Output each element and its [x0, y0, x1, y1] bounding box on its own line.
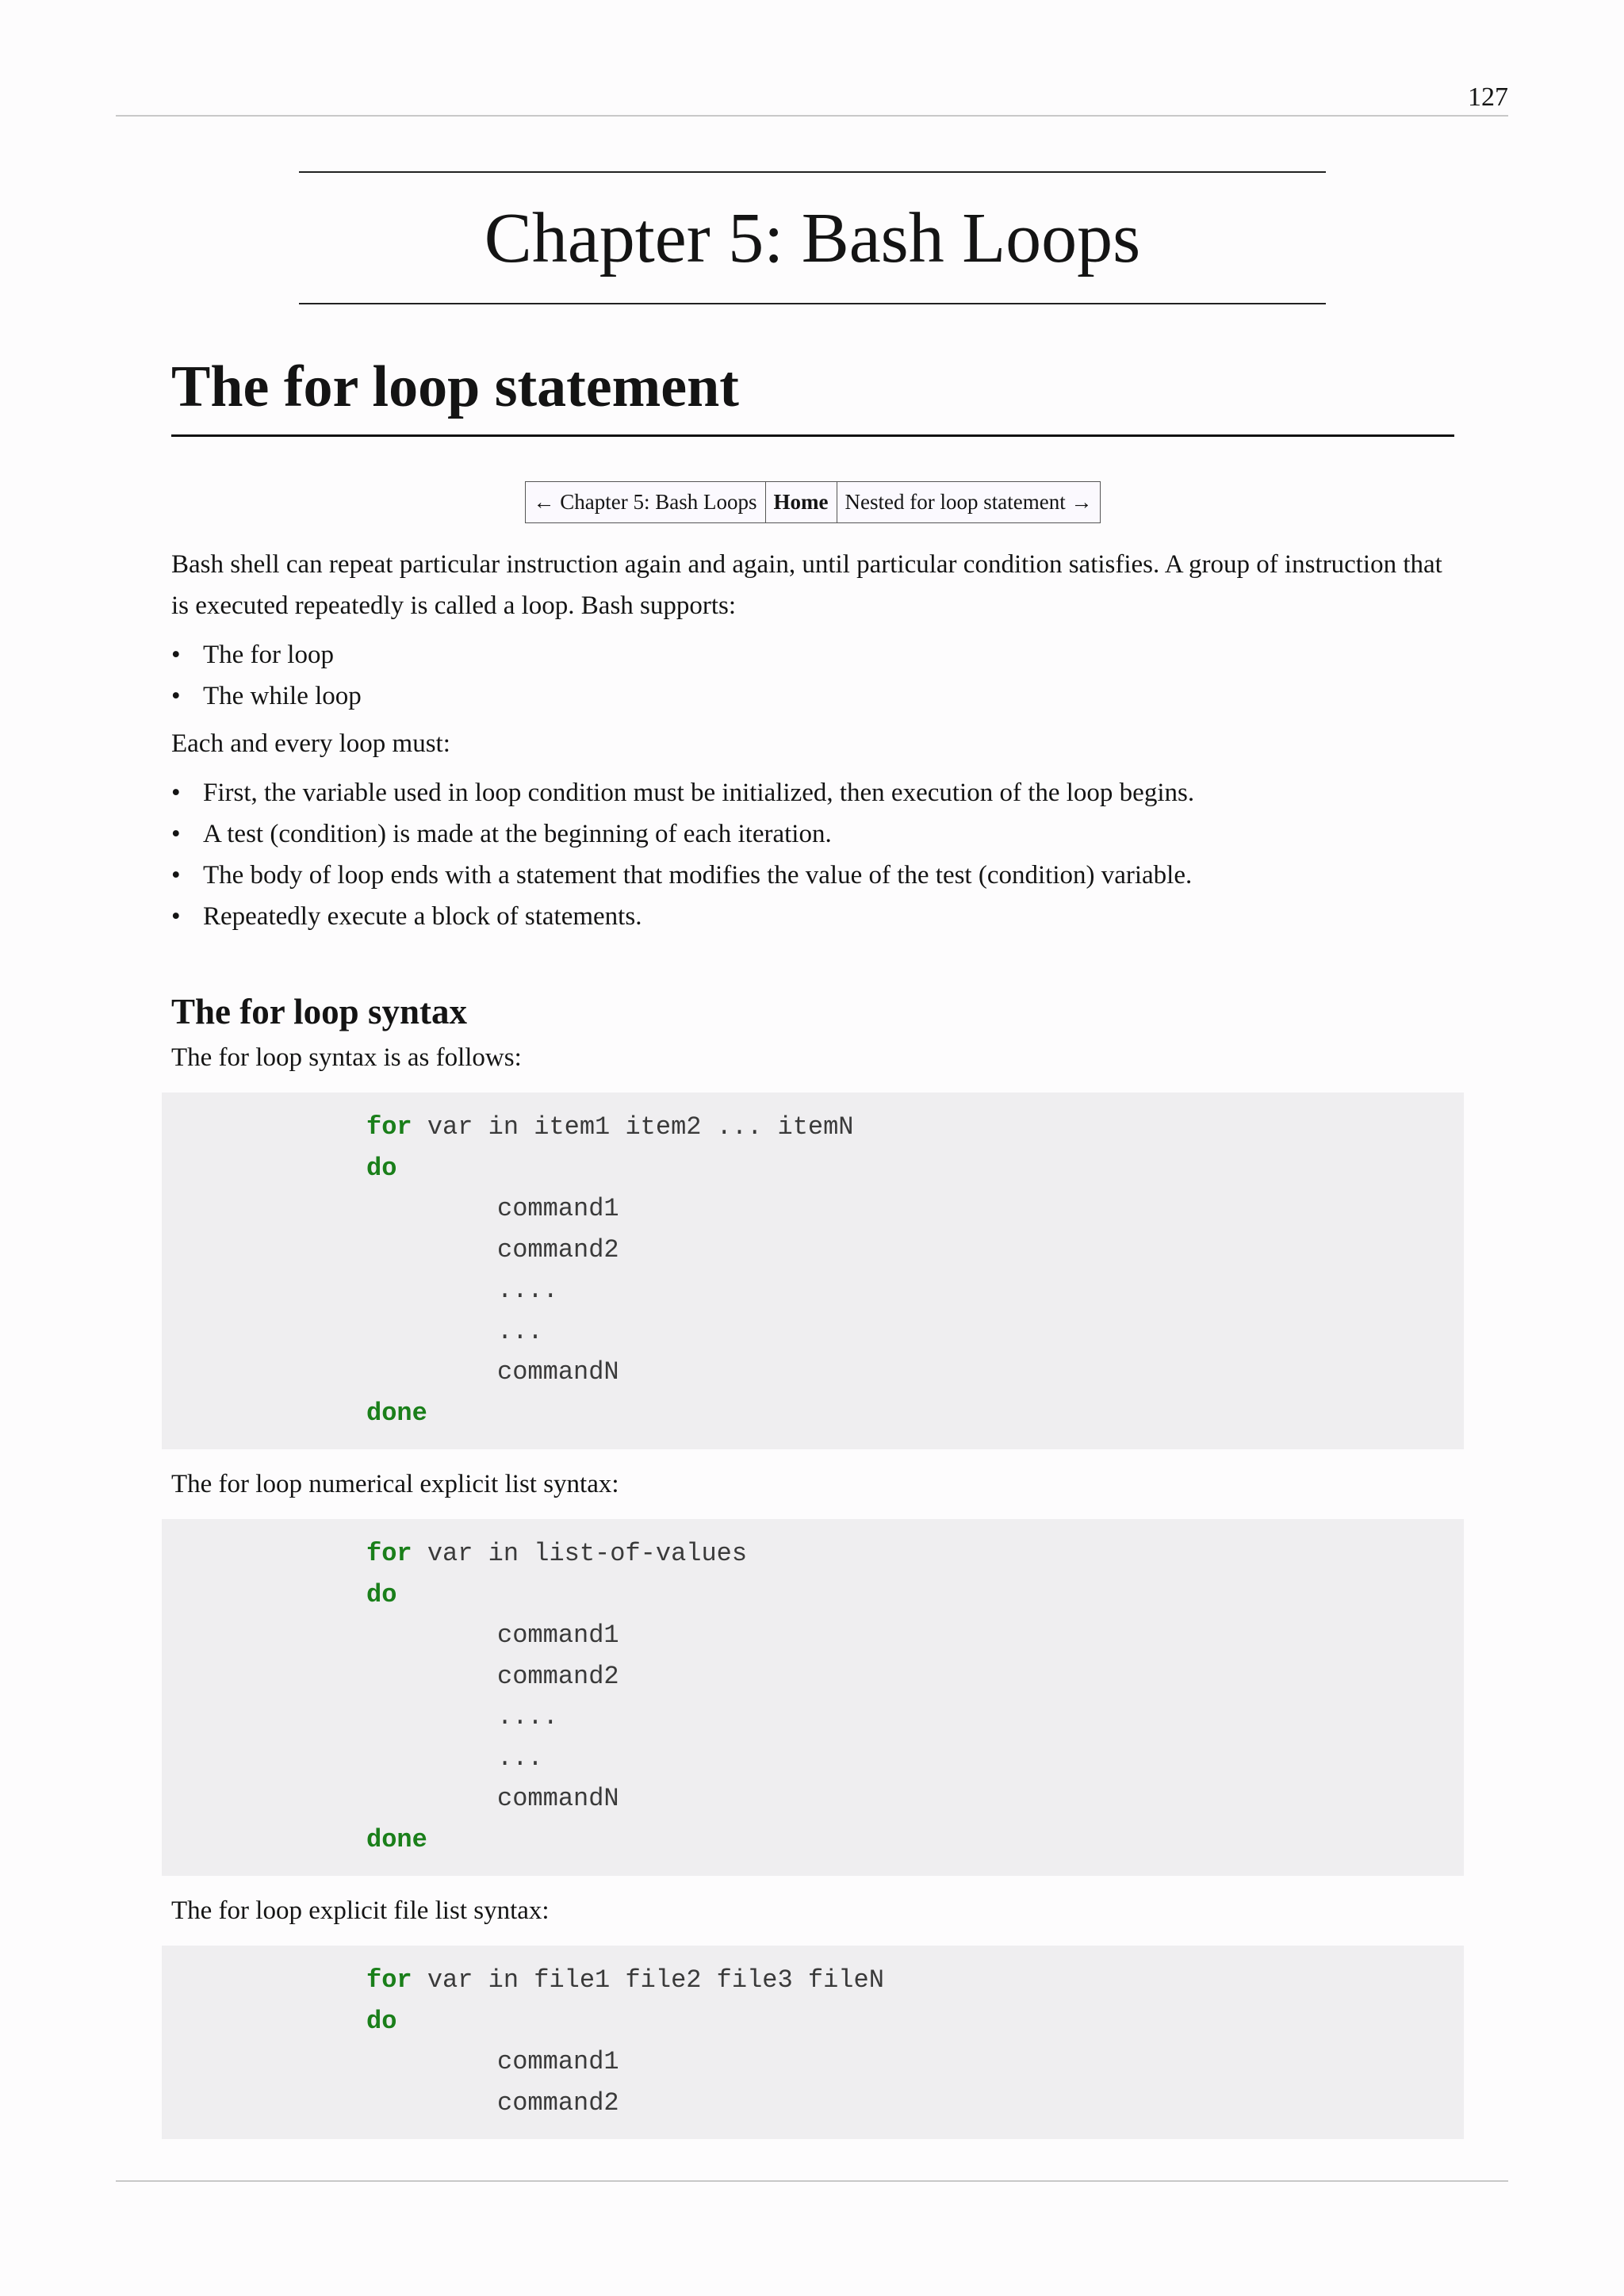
code-line: command1 [497, 2047, 619, 2076]
code-keyword: done [366, 1824, 427, 1854]
header-rule [116, 115, 1508, 117]
list-item: • Repeatedly execute a block of statements. [171, 896, 1454, 937]
section-title: The for loop statement [171, 349, 1454, 437]
code-line: command2 [497, 1661, 619, 1691]
nav-prev-link[interactable]: ← Chapter 5: Bash Loops [525, 482, 765, 523]
must-intro: Each and every loop must: [171, 729, 450, 758]
code-line: commandN [497, 1784, 619, 1813]
must-list [171, 772, 1454, 937]
code-keyword: do [366, 2006, 397, 2036]
nav-home-link[interactable]: Home [765, 482, 837, 523]
main-content [171, 349, 1454, 2139]
code-text: var in file1 file2 file3 fileN [412, 1965, 884, 1995]
list-item: • A test (condition) is made at the beginning of each iteration. [171, 813, 1454, 855]
code-keyword: done [366, 1398, 427, 1428]
code-keyword: do [366, 1579, 397, 1609]
code-line: command1 [497, 1621, 619, 1650]
chapter-heading-block [299, 171, 1326, 304]
code-line: .... [497, 1702, 558, 1732]
code-line: ... [497, 1316, 543, 1346]
code-line: command1 [497, 1194, 619, 1223]
list-item: • The for loop [171, 634, 1454, 675]
code-line: command2 [497, 2087, 619, 2118]
intro-paragraph: Bash shell can repeat particular instruction again and again, until particular condition satisfies. A group of instruction that is executed repeatedly is called a loop. Bash supports: [171, 550, 1442, 620]
numerical-intro: The for loop numerical explicit list syntax: [171, 1470, 619, 1498]
code-text: var in item1 item2 ... itemN [412, 1112, 854, 1142]
code-block-basic [162, 1093, 1464, 1449]
code-line [366, 1107, 1464, 1148]
code-block-file [162, 1946, 1464, 2139]
code-keyword: do [366, 1153, 397, 1183]
nav-next-link[interactable]: Nested for loop statement → [837, 482, 1101, 523]
chapter-title: Chapter 5: Bash Loops [484, 198, 1141, 277]
syntax-intro: The for loop syntax is as follows: [171, 1043, 522, 1072]
code-keyword: for [366, 1112, 412, 1142]
supports-list [171, 634, 1454, 717]
code-keyword: for [366, 1539, 412, 1568]
syntax-subtitle: The for loop syntax [171, 992, 467, 1031]
code-line [366, 1960, 1464, 2001]
code-keyword: for [366, 1965, 412, 1995]
code-line: command2 [497, 1234, 619, 1265]
page-number: 127 [1468, 82, 1508, 112]
code-block-numerical [162, 1519, 1464, 1876]
list-item: • First, the variable used in loop condition must be initialized, then execution of the loop begins. [171, 772, 1454, 813]
navigation-table [525, 481, 1101, 523]
code-line: commandN [497, 1357, 619, 1387]
code-line [366, 1533, 1464, 1575]
code-line: .... [497, 1276, 558, 1305]
list-item: • The while loop [171, 675, 1454, 717]
code-line: ... [497, 1743, 543, 1773]
file-intro: The for loop explicit file list syntax: [171, 1896, 550, 1925]
list-item: • The body of loop ends with a statement that modifies the value of the test (condition) variable. [171, 855, 1454, 896]
footer-rule [116, 2180, 1508, 2182]
code-text: var in list-of-values [412, 1539, 748, 1568]
